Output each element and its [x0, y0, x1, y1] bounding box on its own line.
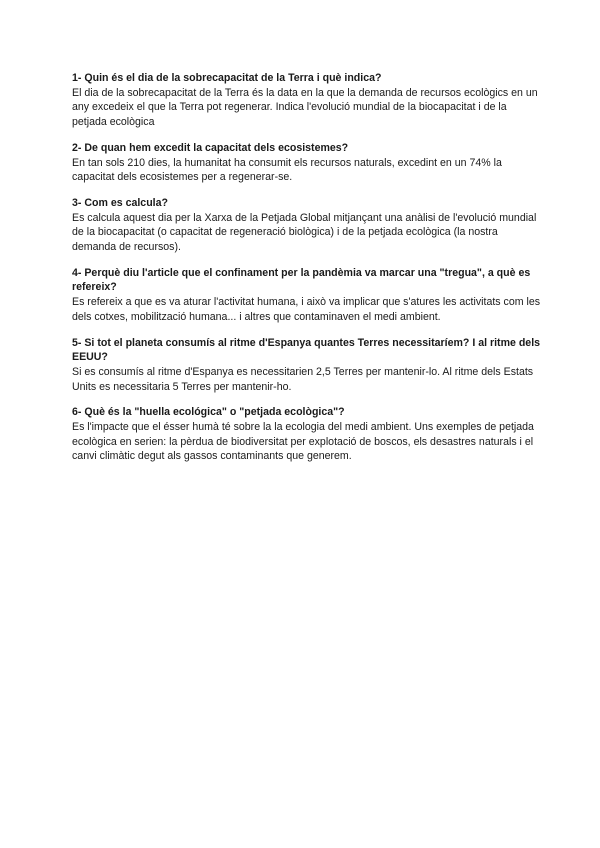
answer-1: El dia de la sobrecapacitat de la Terra és la data en la que la demanda de recursos ecològics en un any excedeix el que la Terra pot regenerar. Indica l'evolució mundial de la biocapacitat i de la petjada ecològica	[72, 86, 538, 129]
qa-item-3	[72, 196, 542, 255]
document-page	[72, 71, 542, 475]
question-2: 2- De quan hem excedit la capacitat dels ecosistemes?	[72, 141, 349, 154]
question-6: 6- Què és la "huella ecológica" o "petjada ecològica"?	[72, 406, 345, 419]
qa-item-2	[72, 141, 542, 185]
qa-item-5	[72, 336, 542, 395]
qa-item-4	[72, 266, 542, 325]
answer-5: Si es consumís al ritme d'Espanya es necessitarien 2,5 Terres per mantenir-lo. Al ritme dels Estats Units es necessitaria 5 Terres per mantenir-ho.	[72, 365, 534, 393]
question-5: 5- Si tot el planeta consumís al ritme d'Espanya quantes Terres necessitaríem? I al ritme dels EEUU?	[72, 336, 541, 364]
question-4: 4- Perquè diu l'article que el confinament per la pandèmia va marcar una "tregua", a què es refereix?	[72, 266, 531, 294]
answer-3: Es calcula aquest dia per la Xarxa de la Petjada Global mitjançant una anàlisi de l'evolució mundial de la biocapacitat (o capacitat de regeneració biològica) i de la petjada ecològica (la nostra demanda de recursos).	[72, 211, 537, 254]
qa-item-6	[72, 405, 542, 464]
question-1: 1- Quin és el dia de la sobrecapacitat de la Terra i què indica?	[72, 72, 382, 84]
answer-2: En tan sols 210 dies, la humanitat ha consumit els recursos naturals, excedint en un 74% la capacitat dels ecosistemes per a regenerar-se.	[72, 156, 502, 184]
question-3: 3- Com es calcula?	[72, 196, 168, 209]
qa-item-1	[72, 71, 542, 130]
answer-4: Es refereix a que es va aturar l'activitat humana, i això va implicar que s'atures les activitats com les dels cotxes, mobilització humana... i altres que contaminaven el medi ambient.	[72, 296, 541, 323]
answer-6: Es l'impacte que el ésser humà té sobre la la ecologia del medi ambient. Uns exemples de petjada ecològica en serien: la pèrdua de biodiversitat per explotació de boscos, els desastres naturals i el canvi climàtic degut als gassos contaminants que generem.	[72, 421, 534, 463]
